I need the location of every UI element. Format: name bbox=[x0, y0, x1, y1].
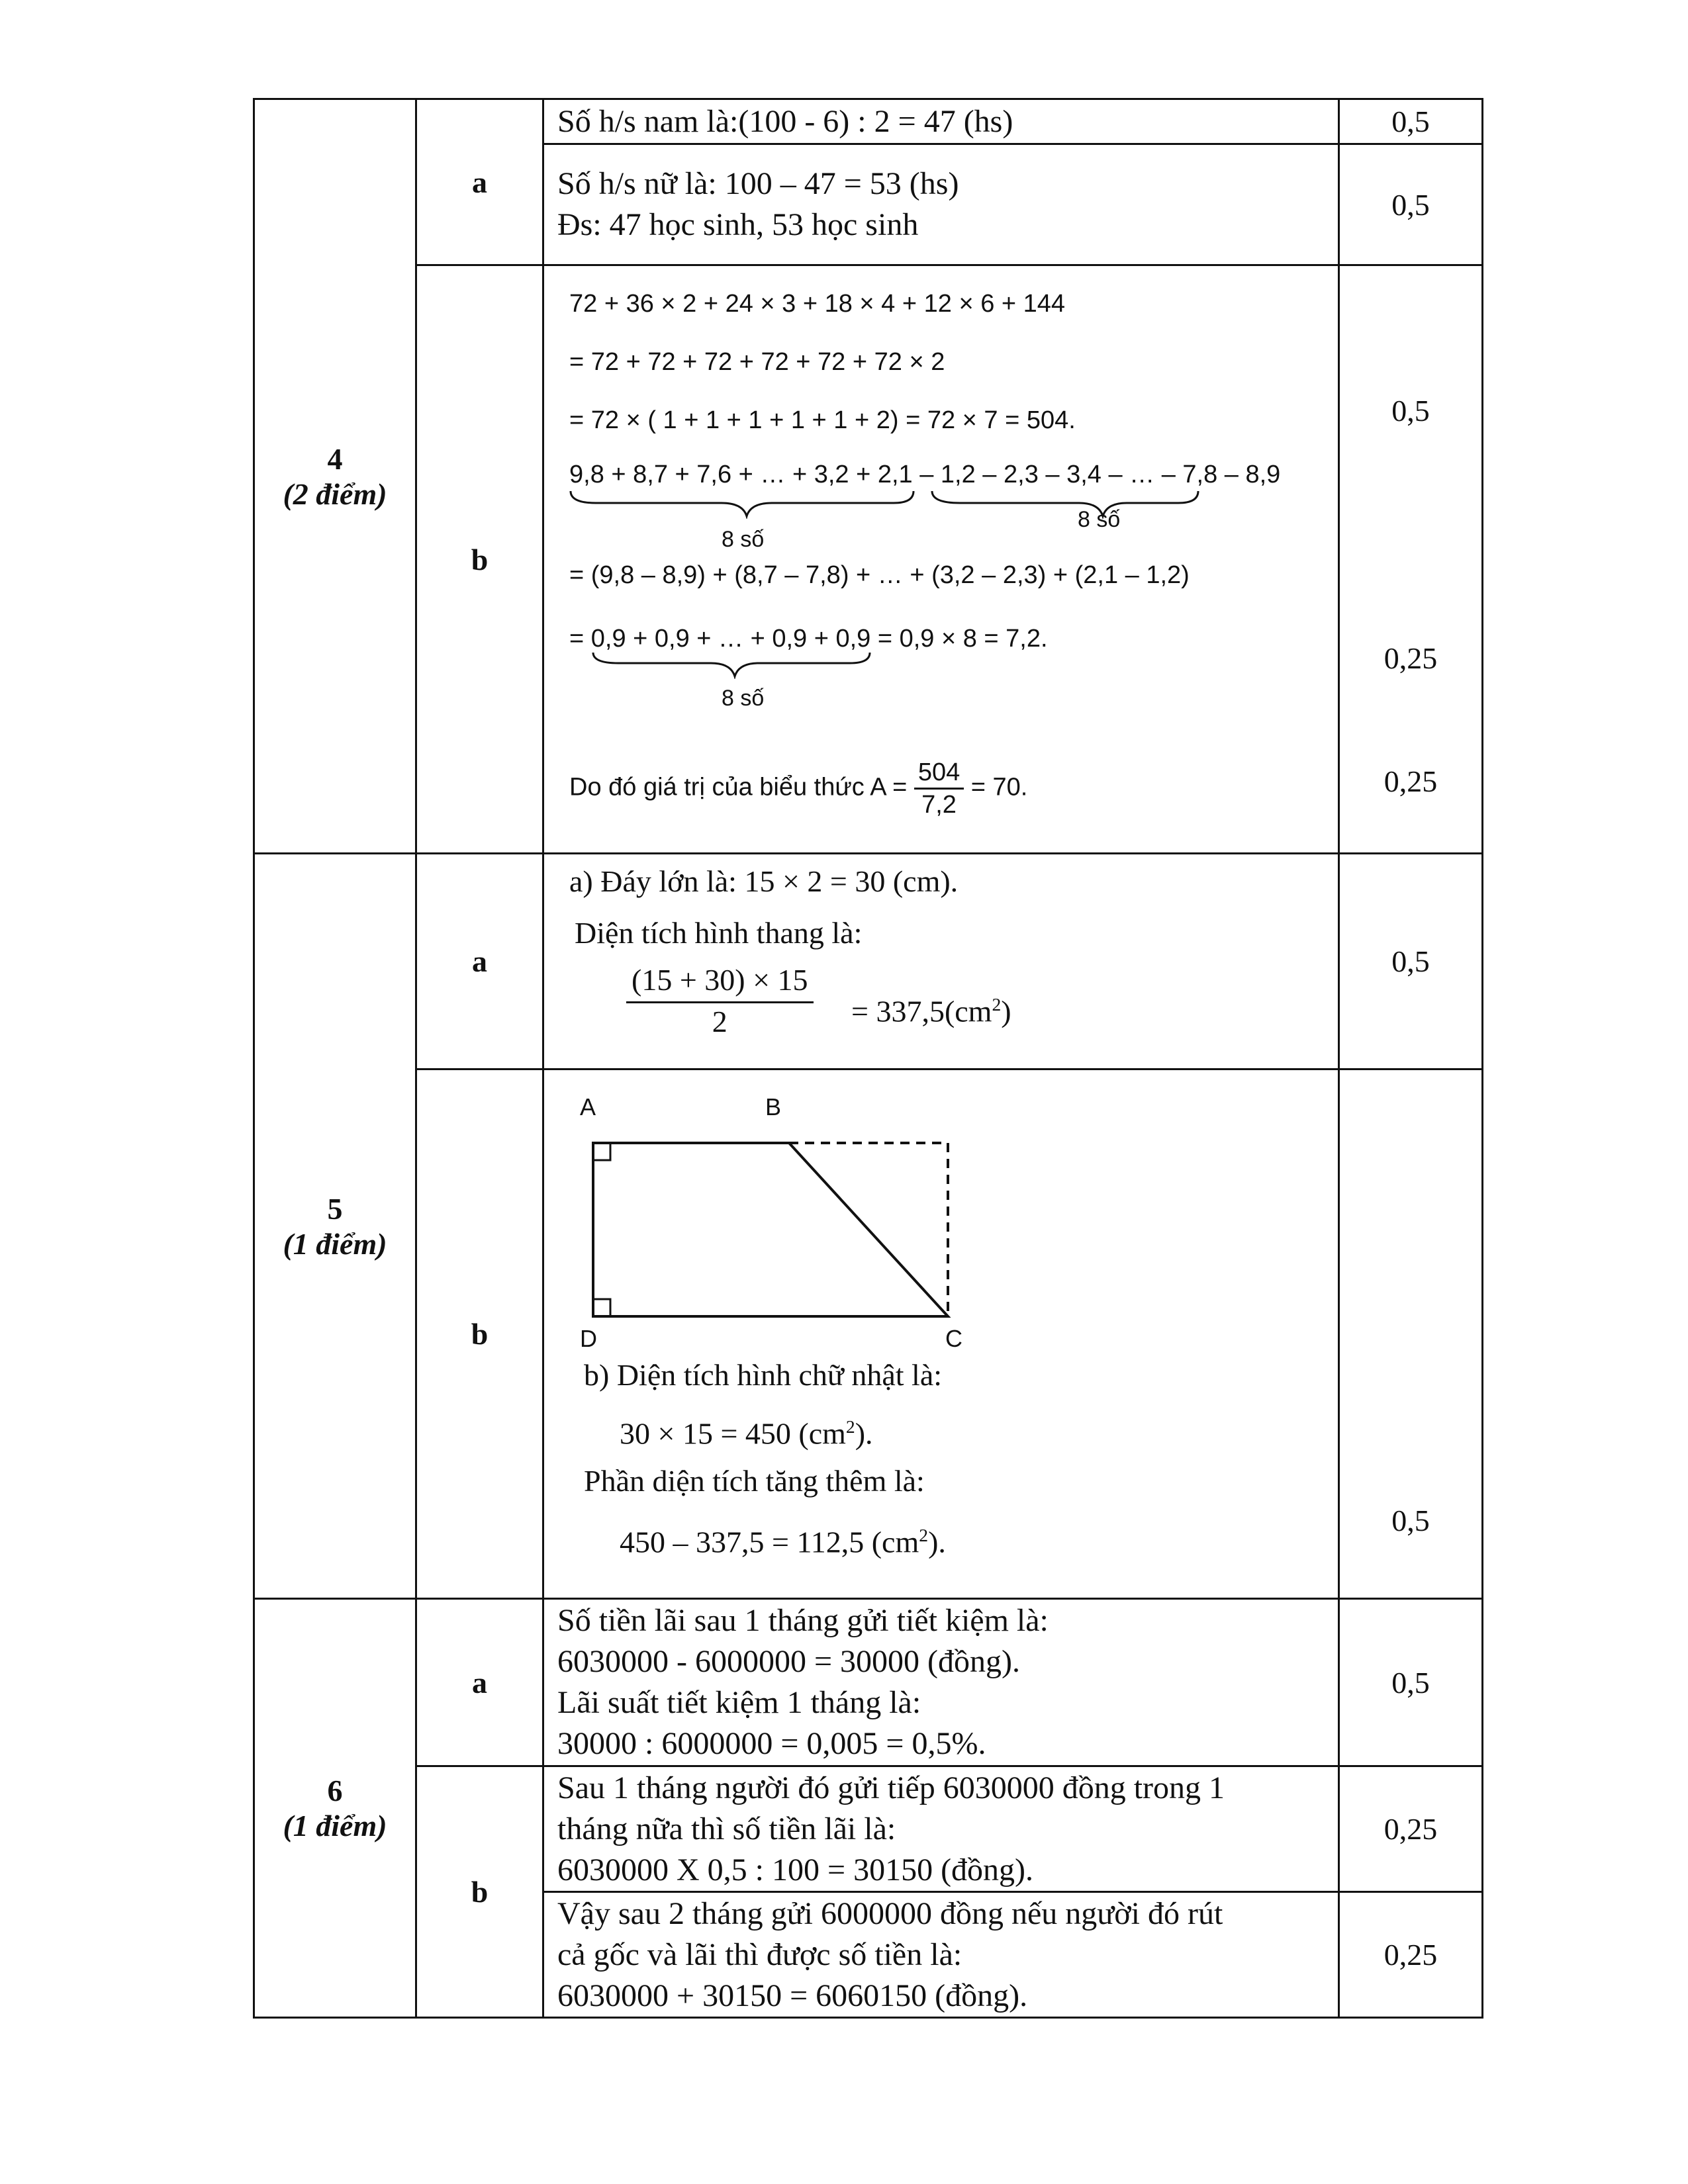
math-term: 0,9 + 0,9 + … + 0,9 + 0,9 bbox=[590, 625, 871, 653]
superscript: 2 bbox=[992, 994, 1002, 1015]
score-stack bbox=[1340, 266, 1481, 852]
fraction-denominator: 2 bbox=[712, 1005, 727, 1038]
math-line: a) Đáy lớn là: 15 × 2 = 30 (cm). bbox=[569, 864, 959, 898]
score-column-cell bbox=[1339, 265, 1483, 854]
question-points: (1 điểm) bbox=[283, 1809, 387, 1843]
math-term: 9,8 + 8,7 + 7,6 + … + 3,2 + 2,1 bbox=[569, 461, 913, 488]
question-6-cell bbox=[254, 1599, 416, 2018]
scan-block bbox=[557, 1070, 1338, 1598]
fraction bbox=[626, 962, 814, 1040]
math-line: Diện tích hình thang là: bbox=[575, 916, 863, 950]
solution-cell bbox=[543, 144, 1339, 265]
math-term: = 0,9 × 8 = 7,2. bbox=[870, 625, 1048, 653]
vertex-label: C bbox=[945, 1325, 962, 1349]
score-cell: 0,5 bbox=[1339, 1599, 1483, 1766]
math-term: 1,2 – 2,3 – 3,4 – … – 7,8 – 8,9 bbox=[940, 461, 1281, 488]
math-text: 450 – 337,5 = 112,5 (cm bbox=[620, 1525, 919, 1559]
score-cell: 0,5 bbox=[1339, 144, 1483, 265]
solution-scan bbox=[543, 265, 1339, 854]
score-cell: 0,5 bbox=[1339, 99, 1483, 144]
part-label: a bbox=[416, 854, 543, 1069]
math-text: ). bbox=[855, 1416, 873, 1451]
question-points: (2 điểm) bbox=[283, 477, 387, 511]
score-stack bbox=[1340, 1070, 1481, 1598]
solution-line: tháng nữa thì số tiền lãi là: bbox=[557, 1811, 896, 1846]
trapezoid-shape bbox=[593, 1143, 948, 1316]
question-number: 6 bbox=[327, 1774, 343, 1807]
solution-line: Số h/s nữ là: 100 – 47 = 53 (hs) bbox=[557, 166, 959, 201]
brace-label: 8 số bbox=[1078, 507, 1121, 532]
score-cell: 0,25 bbox=[1339, 1892, 1483, 2018]
solution-scan bbox=[543, 1069, 1339, 1599]
solution-cell bbox=[543, 99, 1339, 144]
score-value: 0,25 bbox=[1383, 641, 1438, 675]
question-4-cell bbox=[254, 99, 416, 854]
vertex-label: B bbox=[765, 1093, 782, 1120]
solution-line: 6030000 X 0,5 : 100 = 30150 (đồng). bbox=[557, 1852, 1034, 1888]
solution-line: Lãi suất tiết kiệm 1 tháng là: bbox=[557, 1685, 921, 1720]
score-value: 0,5 bbox=[1391, 1504, 1430, 1537]
question-number: 5 bbox=[327, 1191, 343, 1226]
math-line: 72 + 36 × 2 + 24 × 3 + 18 × 4 + 12 × 6 + 144 bbox=[569, 290, 1066, 318]
superscript: 2 bbox=[845, 1416, 855, 1437]
solution-cell bbox=[543, 1766, 1339, 1892]
solution-cell bbox=[543, 1892, 1339, 2018]
fraction-numerator: (15 + 30) × 15 bbox=[626, 962, 814, 1003]
solution-line: Vậy sau 2 tháng gửi 6000000 đồng nếu người đó rút bbox=[557, 1895, 1223, 1931]
math-line bbox=[851, 984, 1011, 1032]
question-5-cell bbox=[254, 854, 416, 1599]
solution-line: Số h/s nam là:(100 - 6) : 2 = 47 (hs) bbox=[557, 103, 1013, 139]
math-line: = 72 + 72 + 72 + 72 + 72 + 72 × 2 bbox=[569, 348, 945, 376]
math-text: ) bbox=[1001, 994, 1011, 1028]
solution-line: 30000 : 6000000 = 0,005 = 0,5%. bbox=[557, 1726, 986, 1761]
underbrace-icon bbox=[592, 650, 883, 679]
solution-line: Đs: 47 học sinh, 53 học sinh bbox=[557, 207, 919, 242]
brace-label: 8 số bbox=[722, 527, 765, 552]
math-line: b) Diện tích hình chữ nhật là: bbox=[584, 1358, 943, 1392]
solution-cell bbox=[543, 1599, 1339, 1766]
underbrace-icon bbox=[569, 488, 1218, 519]
superscript: 2 bbox=[919, 1525, 929, 1545]
math-text: = 70. bbox=[964, 773, 1028, 801]
score-cell: 0,5 bbox=[1339, 854, 1483, 1069]
fraction-denominator: 7,2 bbox=[921, 791, 957, 819]
brace-label: 8 số bbox=[722, 686, 765, 711]
right-angle-icon bbox=[593, 1299, 610, 1316]
part-label: b bbox=[416, 1069, 543, 1599]
solution-line: 6030000 + 30150 = 6060150 (đồng). bbox=[557, 1978, 1028, 2013]
math-text: = 337,5(cm bbox=[851, 994, 992, 1028]
math-text: ). bbox=[928, 1525, 946, 1559]
math-term: – bbox=[912, 461, 941, 488]
part-label: b bbox=[416, 1766, 543, 2018]
fraction-numerator: 504 bbox=[914, 757, 964, 790]
scan-block bbox=[557, 854, 1338, 1068]
math-line bbox=[620, 1406, 873, 1454]
math-line bbox=[620, 1515, 946, 1563]
vertex-label: A bbox=[580, 1093, 596, 1120]
fraction bbox=[914, 757, 964, 820]
scan-block bbox=[557, 266, 1338, 852]
solution-line: cả gốc và lãi thì được số tiền là: bbox=[557, 1936, 962, 1972]
trapezoid-figure bbox=[571, 1091, 994, 1349]
math-line: Phần diện tích tăng thêm là: bbox=[584, 1464, 925, 1498]
math-line bbox=[569, 757, 1027, 820]
answer-key-table bbox=[253, 98, 1483, 2019]
math-term: = bbox=[569, 625, 591, 653]
solution-line: Sau 1 tháng người đó gửi tiếp 6030000 đồng trong 1 bbox=[557, 1770, 1225, 1805]
score-value: 0,25 bbox=[1383, 764, 1438, 798]
score-column-cell bbox=[1339, 1069, 1483, 1599]
part-label: a bbox=[416, 99, 543, 265]
solution-scan bbox=[543, 854, 1339, 1069]
score-cell: 0,25 bbox=[1339, 1766, 1483, 1892]
right-angle-icon bbox=[593, 1143, 610, 1160]
score-value: 0,5 bbox=[1391, 394, 1430, 428]
part-label: a bbox=[416, 1599, 543, 1766]
math-text: 30 × 15 = 450 (cm bbox=[620, 1416, 846, 1451]
question-number: 4 bbox=[327, 441, 343, 476]
solution-line: Số tiền lãi sau 1 tháng gửi tiết kiệm là: bbox=[557, 1603, 1049, 1638]
math-line: = (9,8 – 8,9) + (8,7 – 7,8) + … + (3,2 – 2,3) + (2,1 – 1,2) bbox=[569, 561, 1190, 589]
solution-line: 6030000 - 6000000 = 30000 (đồng). bbox=[557, 1644, 1021, 1679]
math-text: Do đó giá trị của biểu thức A = bbox=[569, 773, 914, 801]
part-label: b bbox=[416, 265, 543, 854]
question-points: (1 điểm) bbox=[283, 1226, 387, 1261]
vertex-label: D bbox=[580, 1325, 597, 1349]
math-line: = 72 × ( 1 + 1 + 1 + 1 + 1 + 2) = 72 × 7 = 504. bbox=[569, 406, 1076, 434]
